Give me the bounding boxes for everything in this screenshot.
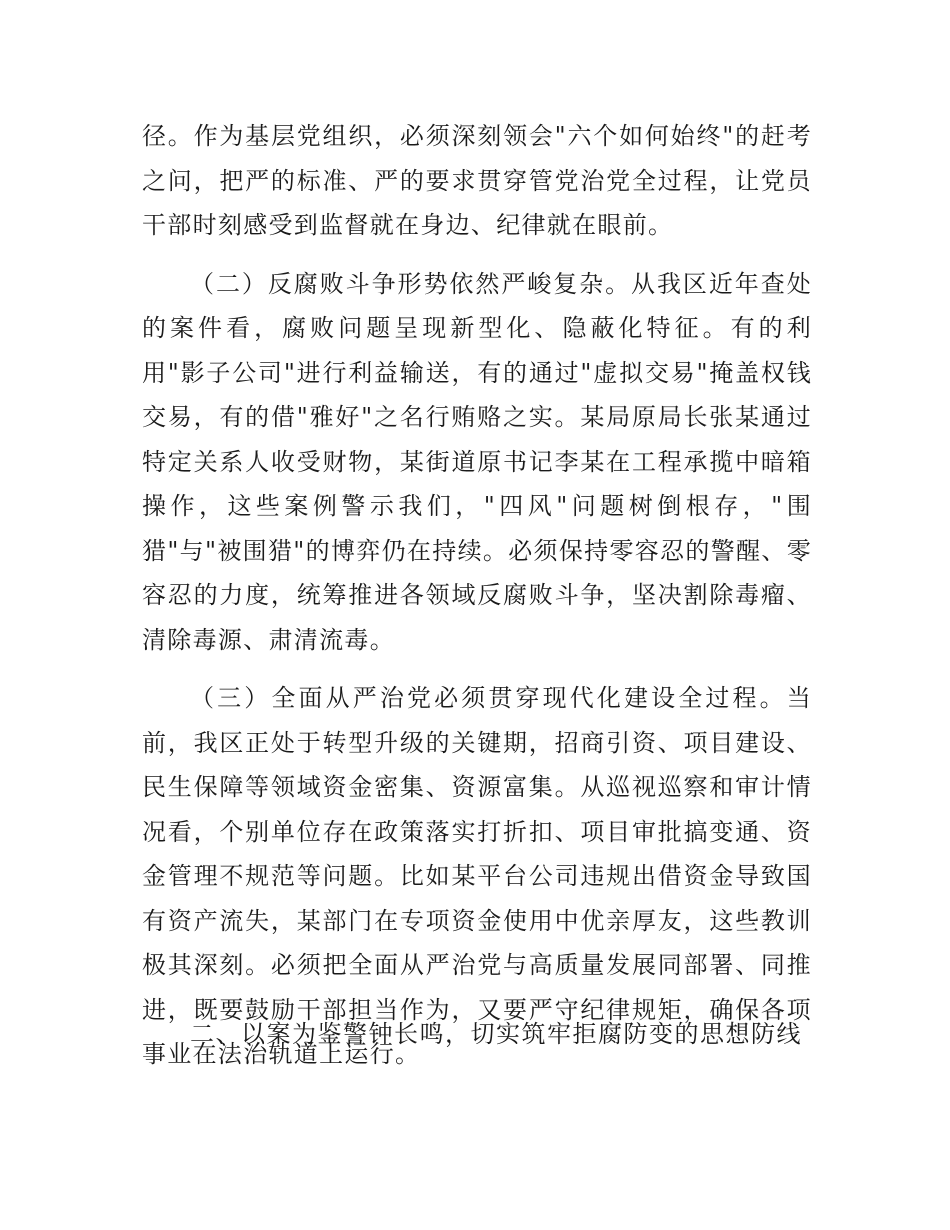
paragraph-section-two: （二）反腐败斗争形势依然严峻复杂。从我区近年查处的案件看，腐败问题呈现新型化、隐蔽化特征。有的利用"影子公司"进行利益输送，有的通过"虚拟交易"掩盖权钱交易，有的借"雅好"之名行贿赂之实。某局原局长张某通过特定关系人收受财物，某街道原书记李某在工程承揽中暗箱操作，这些案例警示我们，"四风"问题树倒根存，"围猎"与"被围猎"的博弈仍在持续。必须保持零容忍的警醒、零容忍的力度，统筹推进各领域反腐败斗争，坚决割除毒瘤、清除毒源、肃清流毒。 [142, 269, 812, 654]
document-body [142, 114, 812, 1077]
section-heading: 二、以案为鉴警钟长鸣，切实筑牢拒腐防变的思想防线 [190, 1020, 802, 1048]
paragraph-continuation: 径。作为基层党组织，必须深刻领会"六个如何始终"的赶考之问，把严的标准、严的要求贯穿管党治党全过程，让党员干部时刻感受到监督就在身边、纪律就在眼前。 [142, 122, 812, 239]
paragraph-section-three: （三）全面从严治党必须贯穿现代化建设全过程。当前，我区正处于转型升级的关键期，招商引资、项目建设、民生保障等领域资金密集、资源富集。从巡视巡察和审计情况看，个别单位存在政策落实打折扣、项目审批搞变通、资金管理不规范等问题。比如某平台公司违规出借资金导致国有资产流失，某部门在专项资金使用中优亲厚友，这些教训极其深刻。必须把全面从严治党与高质量发展同部署、同推进，既要鼓励干部担当作为，又要严守纪律规矩，确保各项事业在法治轨道上运行。 [142, 684, 812, 1068]
